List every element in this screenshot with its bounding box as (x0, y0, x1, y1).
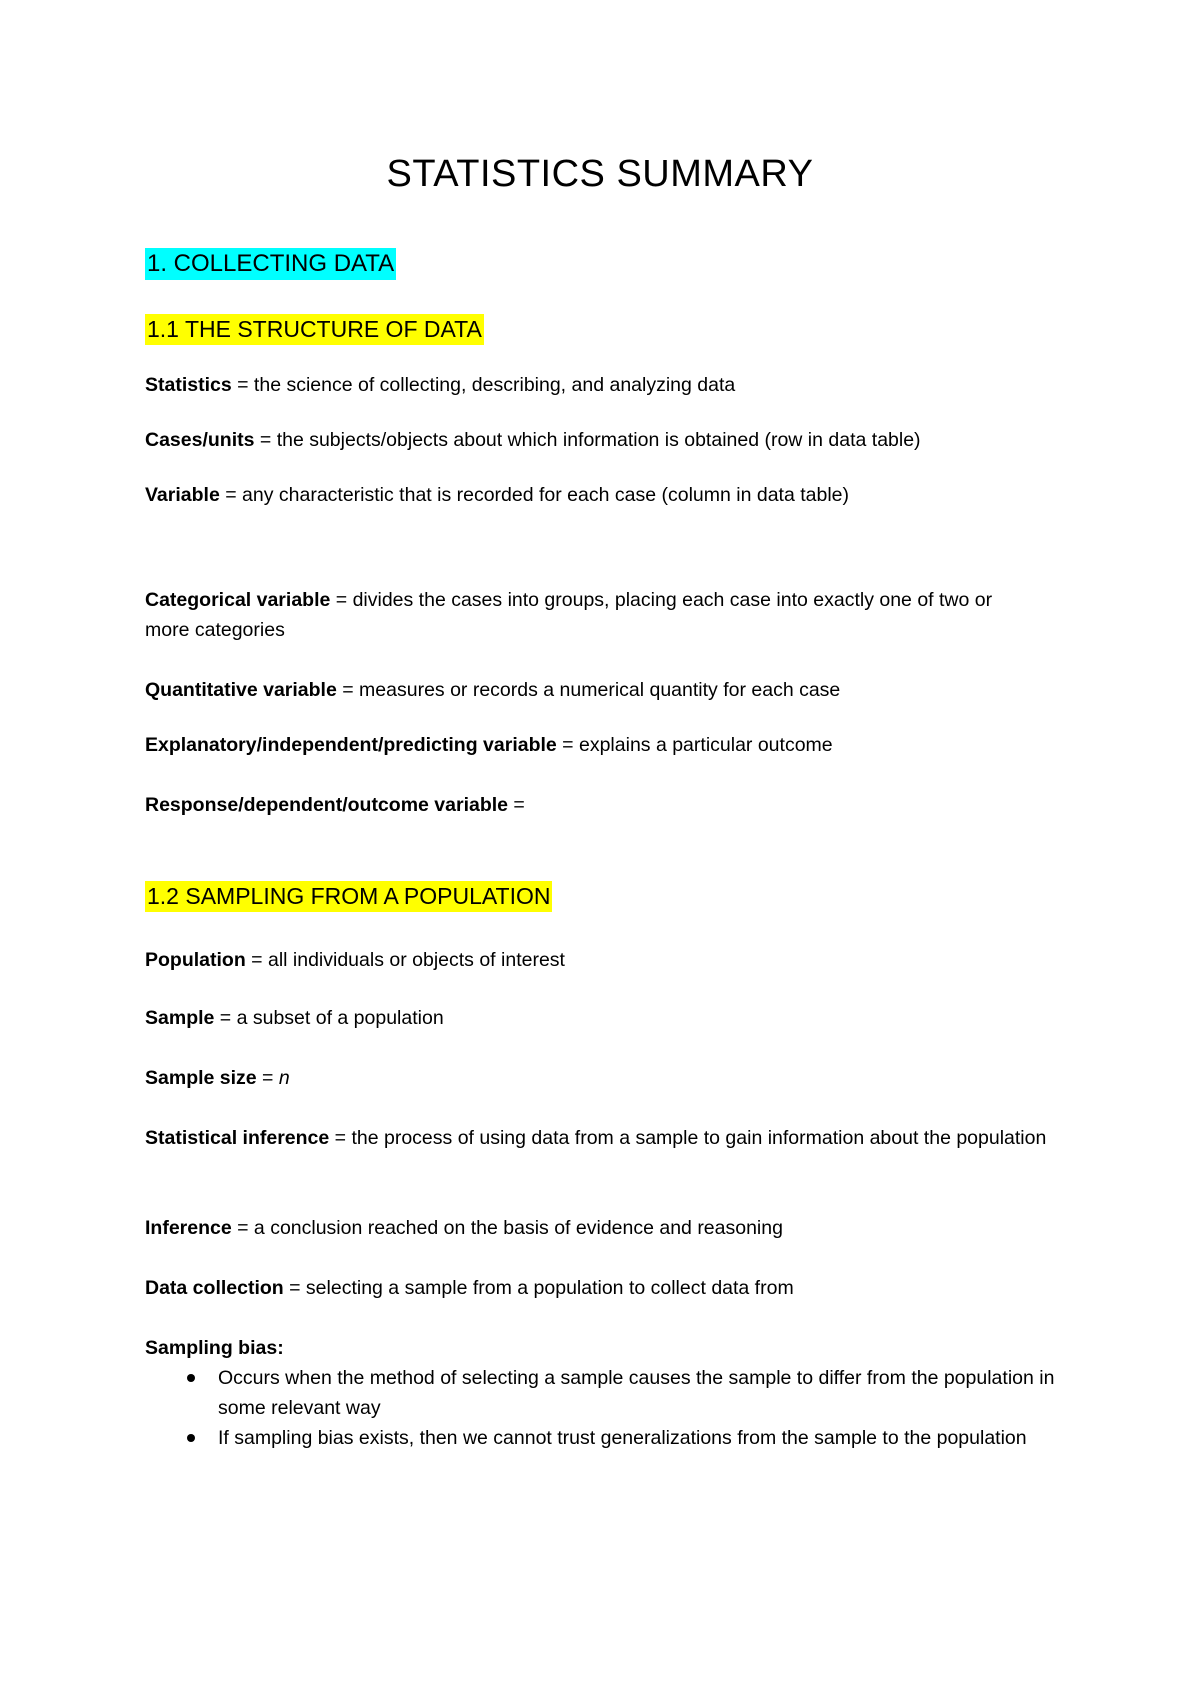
definition-data-collection (145, 1273, 1065, 1303)
subsection-heading-text: 1.1 THE STRUCTURE OF DATA (145, 314, 484, 345)
definition-term: Response/dependent/outcome variable (145, 794, 509, 816)
definition-variable (145, 480, 1065, 510)
definition-text: = all individuals or objects of interest (245, 949, 565, 971)
definition-sample (145, 1003, 1065, 1033)
list-item (145, 1423, 1075, 1453)
definition-text: = explains a particular outcome (556, 734, 833, 756)
definition-population (145, 945, 1065, 975)
definition-term: Inference (145, 1217, 232, 1239)
definition-term: Variable (145, 484, 220, 506)
definition-text: = (508, 794, 525, 816)
definition-statistical-inference (145, 1123, 1065, 1153)
definition-quantitative-variable (145, 675, 1065, 705)
subsection-heading-structure-of-data (145, 314, 484, 344)
definition-text: = a conclusion reached on the basis of evidence and reasoning (231, 1217, 783, 1239)
list-item-text: If sampling bias exists, then we cannot trust generalizations from the sample to the population (218, 1427, 1027, 1449)
definition-symbol: n (278, 1067, 290, 1089)
definition-term: Categorical variable (145, 589, 331, 611)
sampling-bias-label (145, 1333, 1065, 1363)
section-heading-collecting-data (145, 248, 396, 280)
list-item (145, 1363, 1075, 1423)
definition-text: = selecting a sample from a population to collect data from (283, 1277, 794, 1299)
definition-text: = any characteristic that is recorded for each case (column in data table) (219, 484, 850, 506)
definition-term: Sample size (145, 1067, 257, 1089)
definition-explanatory-variable (145, 730, 1065, 760)
definition-text: = the process of using data from a sample to gain information about the population (329, 1127, 1047, 1149)
definition-term: Cases/units (145, 429, 255, 451)
definition-cases-units (145, 425, 1065, 455)
definition-term: Explanatory/independent/predicting variable (145, 734, 557, 756)
subsection-heading-text: 1.2 SAMPLING FROM A POPULATION (145, 881, 552, 912)
section-heading-text: 1. COLLECTING DATA (145, 248, 396, 280)
definition-inference (145, 1213, 1065, 1243)
list-item-text: Occurs when the method of selecting a sample causes the sample to differ from the population in some relevant way (218, 1367, 1055, 1419)
definition-term: Population (145, 949, 246, 971)
definition-text: = a subset of a population (214, 1007, 444, 1029)
bullet-icon (187, 1434, 195, 1442)
definition-text: = (256, 1067, 279, 1089)
definition-text: = divides the cases into groups, placing each case into exactly one of two or more categories (145, 589, 993, 641)
definition-term: Sampling bias: (145, 1337, 284, 1359)
document-title: STATISTICS SUMMARY (386, 153, 814, 195)
definition-categorical-variable (145, 585, 1025, 645)
definition-text: = the science of collecting, describing, and analyzing data (231, 374, 736, 396)
definition-text: = measures or records a numerical quantity for each case (336, 679, 841, 701)
definition-term: Statistical inference (145, 1127, 330, 1149)
definition-term: Statistics (145, 374, 232, 396)
definition-term: Quantitative variable (145, 679, 337, 701)
definition-sample-size (145, 1063, 1065, 1093)
definition-term: Data collection (145, 1277, 284, 1299)
bullet-icon (187, 1374, 195, 1382)
definition-statistics (145, 370, 1065, 400)
definition-text: = the subjects/objects about which information is obtained (row in data table) (254, 429, 921, 451)
definition-term: Sample (145, 1007, 215, 1029)
definition-response-variable (145, 790, 1065, 820)
subsection-heading-sampling-from-population (145, 881, 552, 911)
sampling-bias-list (145, 1363, 1075, 1453)
